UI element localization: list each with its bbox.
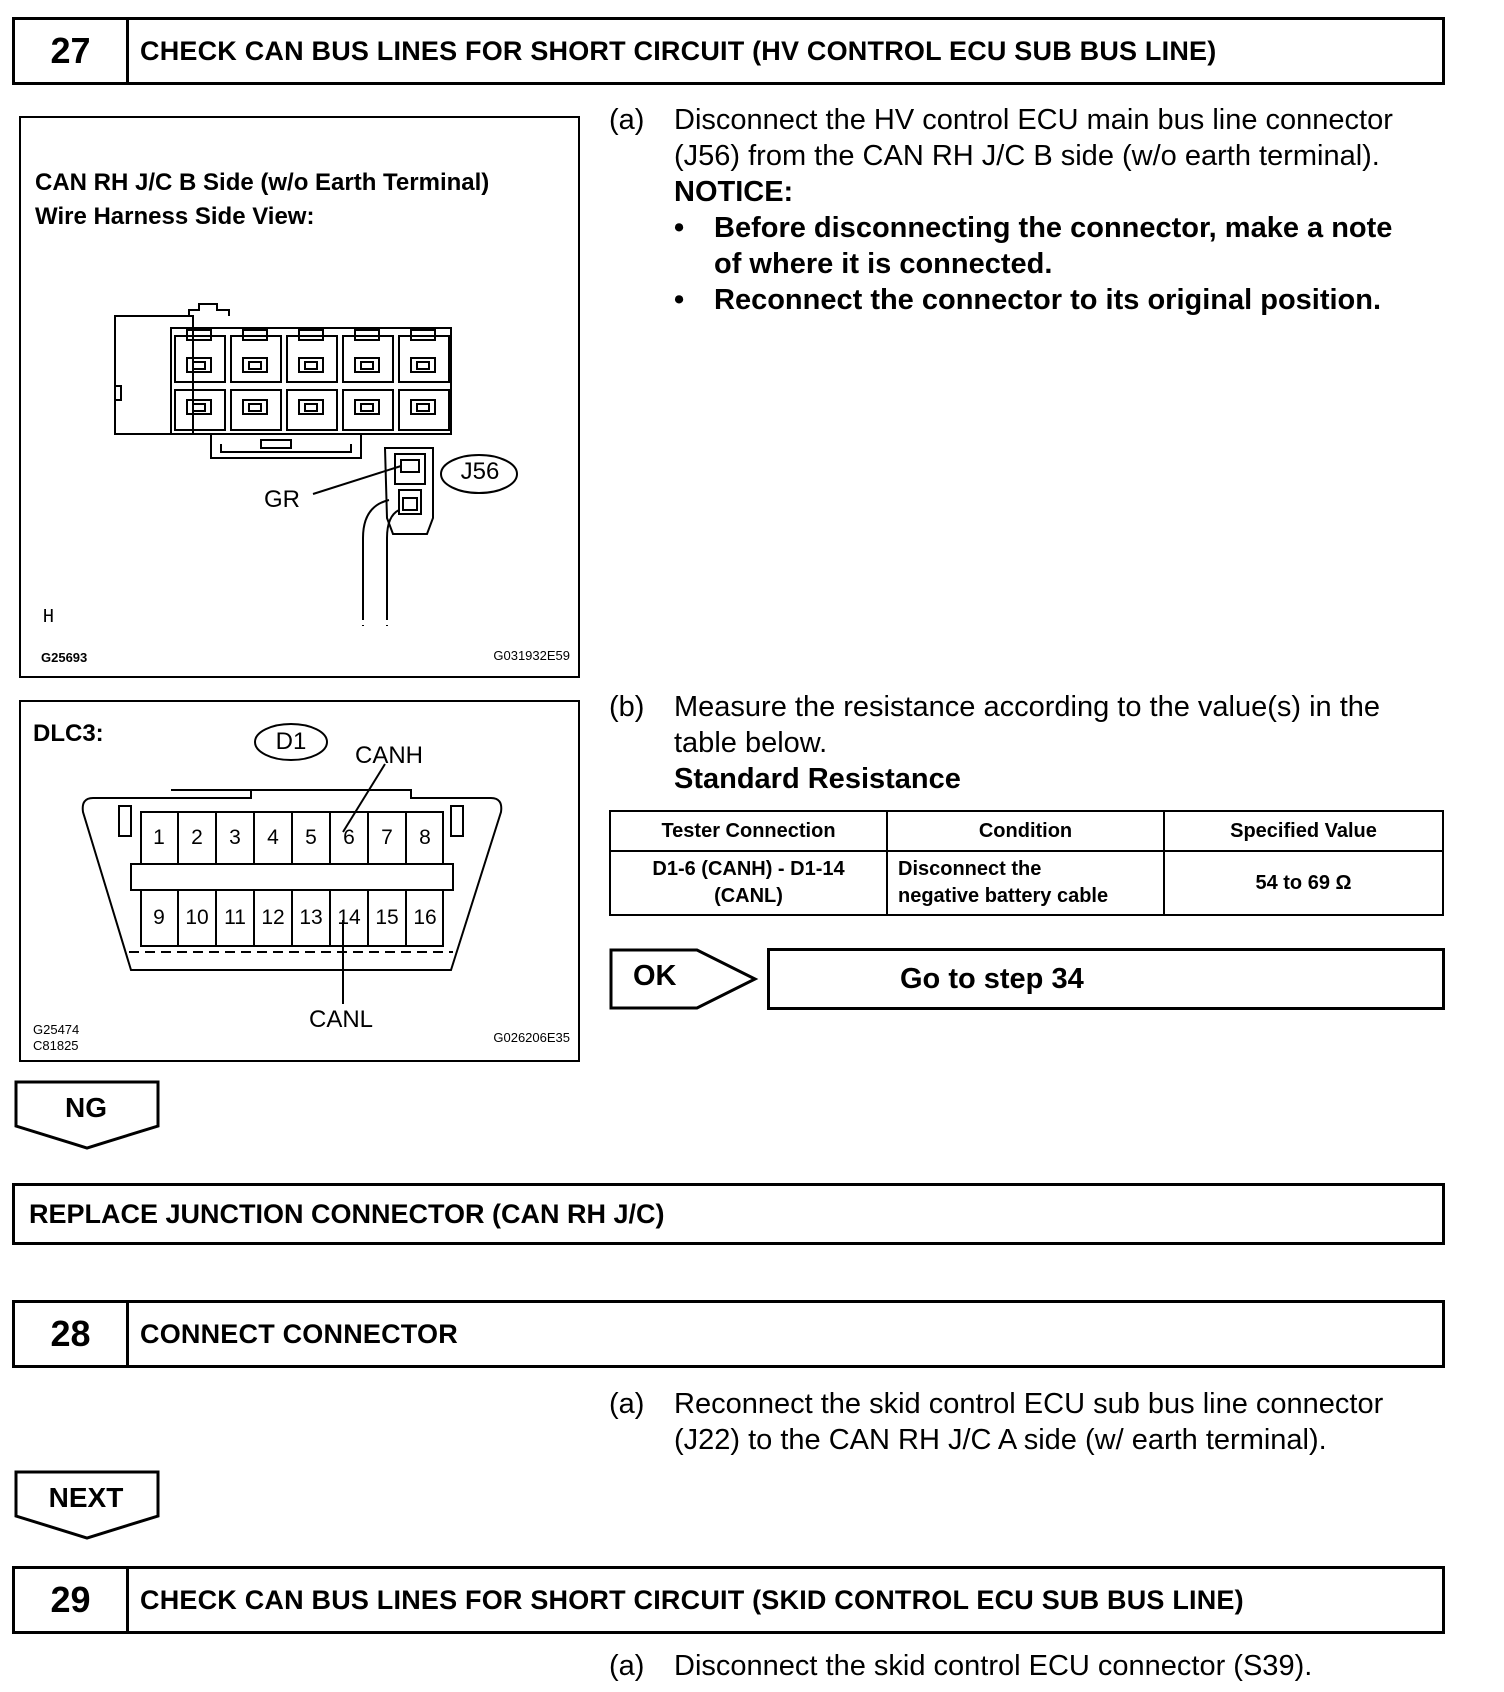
step-number: 27 <box>15 20 129 82</box>
dlc3-pin: 12 <box>255 890 293 946</box>
instruction-line: Disconnect the HV control ECU main bus line connector <box>674 104 1393 136</box>
condition-cell <box>887 851 1164 915</box>
figure-title-line: Wire Harness Side View: <box>35 203 315 230</box>
step-27-b-marker: (b) <box>609 691 645 723</box>
ok-arrow-shape <box>609 948 759 1010</box>
next-tag[interactable] <box>14 1470 160 1540</box>
dlc3-pin: 13 <box>293 890 331 946</box>
bullet-line: Reconnect the connector to its original position. <box>714 284 1382 316</box>
j56-label: J56 <box>460 458 500 485</box>
table-row <box>610 851 1443 915</box>
figure-marker: H <box>43 606 54 627</box>
bullet-dot: • <box>674 284 685 316</box>
step-title: CHECK CAN BUS LINES FOR SHORT CIRCUIT (HV CONTROL ECU SUB BUS LINE) <box>140 35 1217 66</box>
step-27-header <box>12 17 1445 85</box>
dlc3-pin: 10 <box>179 890 217 946</box>
bullet-dot: • <box>674 212 685 244</box>
ok-result-tag[interactable] <box>609 948 759 1010</box>
figure-code-left: G25693 <box>41 650 88 665</box>
step-27-a-marker: (a) <box>609 104 645 136</box>
notice-bullet <box>674 210 1454 282</box>
table-header: Condition <box>887 811 1164 851</box>
connector-figure <box>19 116 580 678</box>
cell-line: D1-6 (CANH) - D1-14 <box>652 858 845 880</box>
instruction-line: (J56) from the CAN RH J/C B side (w/o earth terminal). <box>674 140 1380 172</box>
bullet-line: Before disconnecting the connector, make a note <box>714 212 1393 244</box>
step-title: CHECK CAN BUS LINES FOR SHORT CIRCUIT (SKID CONTROL ECU SUB BUS LINE) <box>140 1584 1244 1615</box>
ng-label: NG <box>65 1092 107 1123</box>
figure-code-right: G031932E59 <box>493 648 570 663</box>
dlc3-pin: 4 <box>255 812 293 864</box>
gr-wire-label: GR <box>264 486 300 513</box>
step-28-a-marker: (a) <box>609 1388 645 1420</box>
pin-row-top <box>141 812 443 864</box>
ng-result-tag[interactable] <box>14 1080 160 1150</box>
resistance-table <box>609 810 1444 916</box>
step-28-a-text <box>674 1386 1454 1458</box>
instruction-line: table below. <box>674 727 828 759</box>
bullet-line: of where it is connected. <box>714 248 1053 280</box>
table-header-row <box>610 811 1443 851</box>
canl-label: CANL <box>309 1006 374 1033</box>
dlc3-pin: 15 <box>369 890 407 946</box>
dlc3-pin: 1 <box>141 812 179 864</box>
notice-heading: NOTICE: <box>674 176 794 208</box>
dlc3-pin: 3 <box>217 812 255 864</box>
d1-label: D1 <box>275 728 307 755</box>
dlc3-pin: 7 <box>369 812 407 864</box>
instruction-line: Reconnect the skid control ECU sub bus line connector <box>674 1388 1384 1420</box>
step-29-a-marker: (a) <box>609 1650 645 1682</box>
step-29-a-text: Disconnect the skid control ECU connector (S39). <box>674 1650 1313 1682</box>
table-header: Tester Connection <box>610 811 887 851</box>
tester-connection-cell <box>610 851 887 915</box>
step-27-a-text <box>674 102 1454 318</box>
replace-junction-connector-box: REPLACE JUNCTION CONNECTOR (CAN RH J/C) <box>12 1183 1445 1245</box>
dlc3-pin: 6 <box>331 812 369 864</box>
figure-title-line: CAN RH J/C B Side (w/o Earth Terminal) <box>35 169 490 196</box>
specified-value-cell: 54 to 69 Ω <box>1164 851 1443 915</box>
instruction-line: (J22) to the CAN RH J/C A side (w/ earth terminal). <box>674 1424 1327 1456</box>
dlc3-pin: 11 <box>217 890 255 946</box>
step-28-header <box>12 1300 1445 1368</box>
dlc3-pin: 5 <box>293 812 331 864</box>
step-number: 28 <box>15 1303 129 1365</box>
standard-heading: Standard Resistance <box>674 763 961 795</box>
ok-label: OK <box>633 960 677 992</box>
cell-line: Disconnect the <box>898 858 1042 880</box>
figure-code-line: G25474 <box>33 1022 80 1037</box>
go-to-step-34-box[interactable]: Go to step 34 <box>767 948 1445 1010</box>
step-number: 29 <box>15 1569 129 1631</box>
step-29-header <box>12 1566 1445 1634</box>
dlc3-figure <box>19 700 580 1062</box>
figure-title: DLC3: <box>33 720 104 747</box>
dlc3-pin: 16 <box>413 906 437 929</box>
dlc3-pin: 14 <box>331 890 369 946</box>
notice-bullet <box>674 282 1454 318</box>
pin-row-bottom <box>141 890 443 946</box>
dlc3-pin: 9 <box>141 890 179 946</box>
cell-line: (CANL) <box>714 885 783 907</box>
step-title: CONNECT CONNECTOR <box>140 1318 458 1349</box>
figure-code-left <box>33 1022 79 1054</box>
figure-code-right: G026206E35 <box>493 1030 570 1045</box>
junction-connector-drawing <box>21 118 578 676</box>
dlc3-pin: 8 <box>419 826 431 849</box>
dlc3-pin: 2 <box>179 812 217 864</box>
cell-line: negative battery cable <box>898 885 1109 907</box>
next-label: NEXT <box>48 1482 124 1513</box>
instruction-line: Measure the resistance according to the value(s) in the <box>674 691 1381 723</box>
canh-label: CANH <box>355 742 424 769</box>
figure-code-line: C81825 <box>33 1038 79 1053</box>
table-header: Specified Value <box>1164 811 1443 851</box>
step-27-b-text <box>674 689 1454 797</box>
